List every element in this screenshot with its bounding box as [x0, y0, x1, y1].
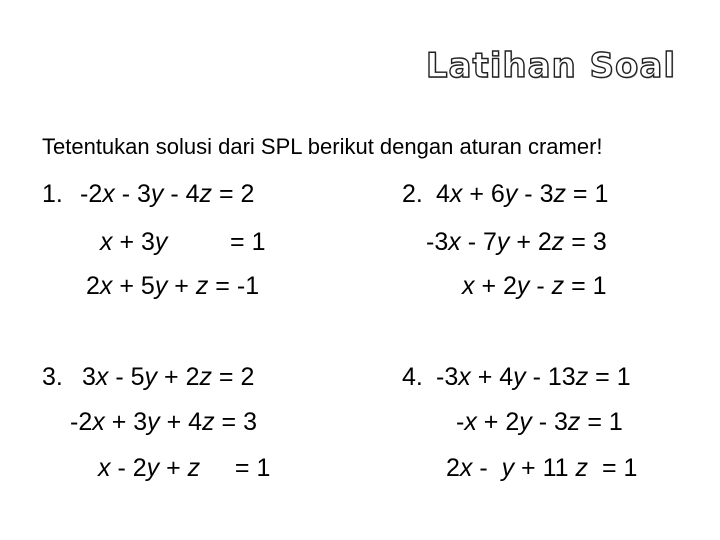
problem-1-equation-2: x + 3y = 1 — [100, 228, 266, 256]
problem-2-equation-2: -3x - 7y + 2z = 3 — [426, 228, 607, 256]
problem-1-number: 1. — [42, 180, 63, 208]
problem-3-number: 3. — [42, 363, 63, 391]
problem-1-equation-1: -2x - 3y - 4z = 2 — [80, 180, 255, 208]
problem-2-equation-3: x + 2y - z = 1 — [462, 272, 607, 300]
problem-4-number: 4. — [402, 363, 423, 391]
problem-1-equation-3: 2x + 5y + z = -1 — [86, 272, 260, 300]
slide-title: Latihan Soal — [425, 46, 676, 86]
problem-4-equation-2: -x + 2y - 3z = 1 — [456, 408, 623, 436]
problem-3-equation-1: 3x - 5y + 2z = 2 — [82, 363, 255, 391]
problem-2-number: 2. — [402, 180, 423, 208]
problem-2-equation-1: 4x + 6y - 3z = 1 — [436, 180, 609, 208]
problem-3-equation-2: -2x + 3y + 4z = 3 — [70, 408, 257, 436]
problem-4-equation-3: 2x - y + 11 z = 1 — [446, 454, 638, 482]
problem-4-equation-1: -3x + 4y - 13z = 1 — [436, 363, 631, 391]
problem-3-equation-3: x - 2y + z = 1 — [98, 454, 271, 482]
instruction-text: Tetentukan solusi dari SPL berikut dengan aturan cramer! — [42, 134, 603, 159]
